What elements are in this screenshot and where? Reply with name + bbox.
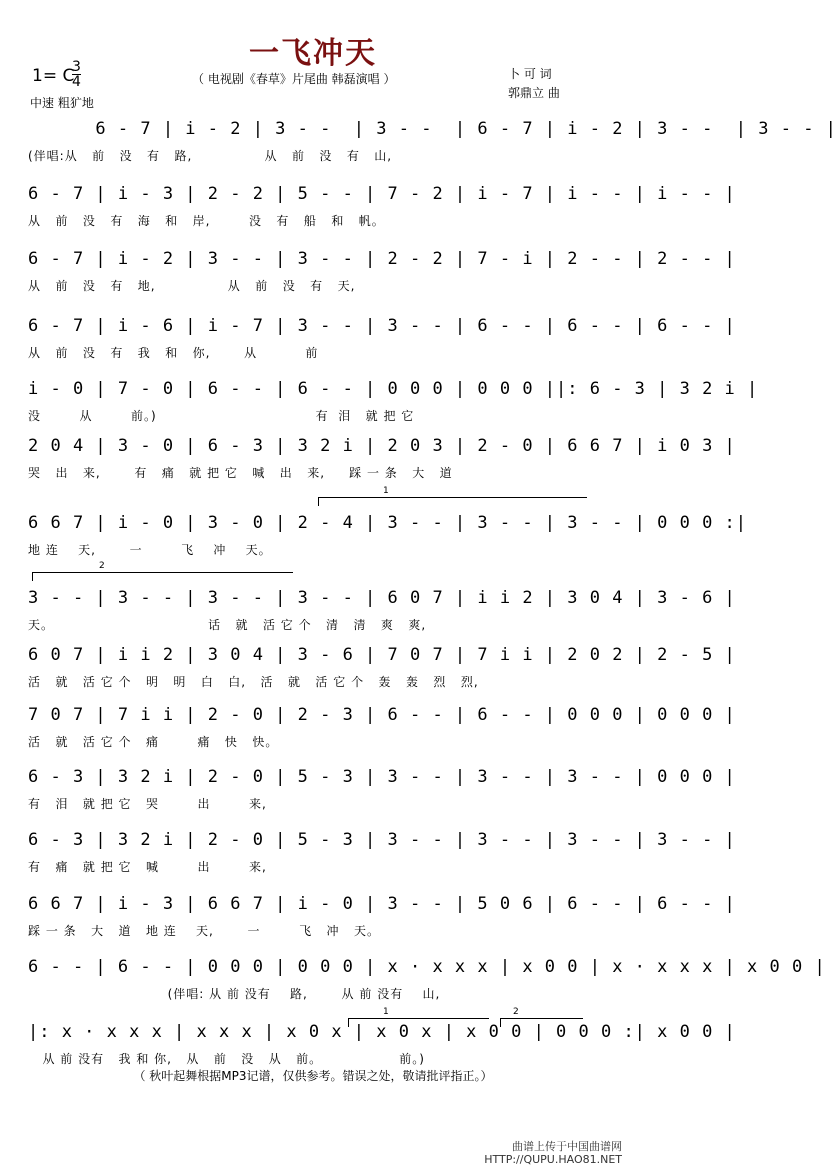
volta-label: 2 (513, 1007, 519, 1017)
lyrics: 从 前 没 有 我 和 你, 从 前 (28, 346, 319, 360)
lyrics: 有 痛 就 把 它 喊 出 来, (28, 860, 267, 874)
notation: 6 - 7 | i - 6 | i - 7 | 3 - - | 3 - - | 6 - - | 6 - - | 6 - - | (28, 316, 736, 336)
lyrics: 从 前 没有 我 和 你, 从 前 没 从 前。 前。) (28, 1052, 425, 1066)
notation: 6 - 3 | 3 2 i | 2 - 0 | 5 - 3 | 3 - - | 3 - - | 3 - - | 3 - - | (28, 830, 736, 850)
lyrics: 活 就 活 它 个 痛 痛 快 快。 (28, 735, 279, 749)
notation: i - 0 | 7 - 0 | 6 - - | 6 - - | 0 0 0 | 0 0 0 ||: 6 - 3 | 3 2 i | (28, 379, 759, 399)
composer-credit: 郭鼎立 曲 (508, 86, 560, 100)
notation: 6 - 3 | 3 2 i | 2 - 0 | 5 - 3 | 3 - - | 3 - - | 3 - - | 0 0 0 | (28, 767, 736, 787)
lyrics: 有 泪 就 把 它 哭 出 来, (28, 797, 267, 811)
volta-label: 1 (383, 486, 389, 496)
lyrics: (伴唱:从 前 没 有 路, 从 前 没 有 山, (28, 149, 393, 163)
lyrics: 哭 出 来, 有 痛 就 把 它 喊 出 来, 踩 一 条 大 道 (28, 466, 453, 480)
site-line-1: 曲谱上传于中国曲谱网 (512, 1140, 622, 1153)
footnote: （ 秋叶起舞根据MP3记谱，仅供参考。错误之处，敬请批评指正。） (133, 1069, 493, 1083)
notation: 6 - 7 | i - 2 | 3 - - | 3 - - | 6 - 7 | i - 2 | 3 - - | 3 - - | (28, 119, 837, 139)
time-numerator: 3 (72, 59, 81, 75)
notation: 6 - 7 | i - 2 | 3 - - | 3 - - | 2 - 2 | 7 - i | 2 - - | 2 - - | (28, 249, 736, 269)
tempo-marking: 中速 粗犷地 (30, 96, 94, 110)
notation: 6 0 7 | i i 2 | 3 0 4 | 3 - 6 | 7 0 7 | 7 i i | 2 0 2 | 2 - 5 | (28, 645, 736, 665)
site-watermark (484, 1140, 622, 1166)
volta-bracket-1 (318, 486, 587, 506)
site-line-2: HTTP://QUPU.HAO81.NET (484, 1153, 622, 1166)
notation: 3 - - | 3 - - | 3 - - | 3 - - | 6 0 7 | i i 2 | 3 0 4 | 3 - 6 | (28, 588, 736, 608)
lyrics: (伴唱: 从 前 没有 路, 从 前 没有 山, (28, 987, 441, 1001)
credits (508, 65, 560, 103)
notation: 6 6 7 | i - 0 | 3 - 0 | 2 - 4 | 3 - - | 3 - - | 3 - - | 0 0 0 :| (28, 513, 748, 533)
notation: 6 - - | 6 - - | 0 0 0 | 0 0 0 | x · x x x | x 0 0 | x · x x x | x 0 0 | (28, 957, 826, 977)
notation: 6 - 7 | i - 3 | 2 - 2 | 5 - - | 7 - 2 | i - 7 | i - - | i - - | (28, 184, 736, 204)
notation: 7 0 7 | 7 i i | 2 - 0 | 2 - 3 | 6 - - | 6 - - | 0 0 0 | 0 0 0 | (28, 705, 736, 725)
time-denominator: 4 (72, 74, 81, 90)
lyricist-credit: 卜 可 词 (508, 67, 552, 81)
lyrics: 天。 话 就 活 它 个 清 清 爽 爽, (28, 618, 427, 632)
notation: 2 0 4 | 3 - 0 | 6 - 3 | 3 2 i | 2 0 3 | 2 - 0 | 6 6 7 | i 0 3 | (28, 436, 736, 456)
time-signature (72, 60, 81, 89)
song-title: 一飞冲天 (249, 36, 377, 71)
volta-bracket-4 (500, 1007, 583, 1027)
lyrics: 从 前 没 有 海 和 岸, 没 有 船 和 帆。 (28, 214, 385, 228)
volta-bracket-2 (32, 561, 293, 581)
volta-label: 2 (99, 561, 105, 571)
lyrics: 活 就 活 它 个 明 明 白 白, 活 就 活 它 个 轰 轰 烈 烈, (28, 675, 479, 689)
subtitle: （ 电视剧《春草》片尾曲 韩磊演唱 ） (192, 72, 396, 86)
lyrics: 从 前 没 有 地, 从 前 没 有 天, (28, 279, 356, 293)
lyrics: 没 从 前。) 有 泪 就 把 它 (28, 409, 415, 423)
lyrics: 地 连 天, 一 飞 冲 天。 (28, 543, 272, 557)
volta-label: 1 (383, 1007, 389, 1017)
key-signature: 1= C (32, 66, 75, 86)
notation: |: x · x x x | x x x | x 0 x | x 0 x | x 0 0 | 0 0 0 :| x 0 0 | (28, 1022, 736, 1042)
notation: 6 6 7 | i - 3 | 6 6 7 | i - 0 | 3 - - | 5 0 6 | 6 - - | 6 - - | (28, 894, 736, 914)
lyrics: 踩 一 条 大 道 地 连 天, 一 飞 冲 天。 (28, 924, 380, 938)
volta-bracket-3 (348, 1007, 489, 1027)
